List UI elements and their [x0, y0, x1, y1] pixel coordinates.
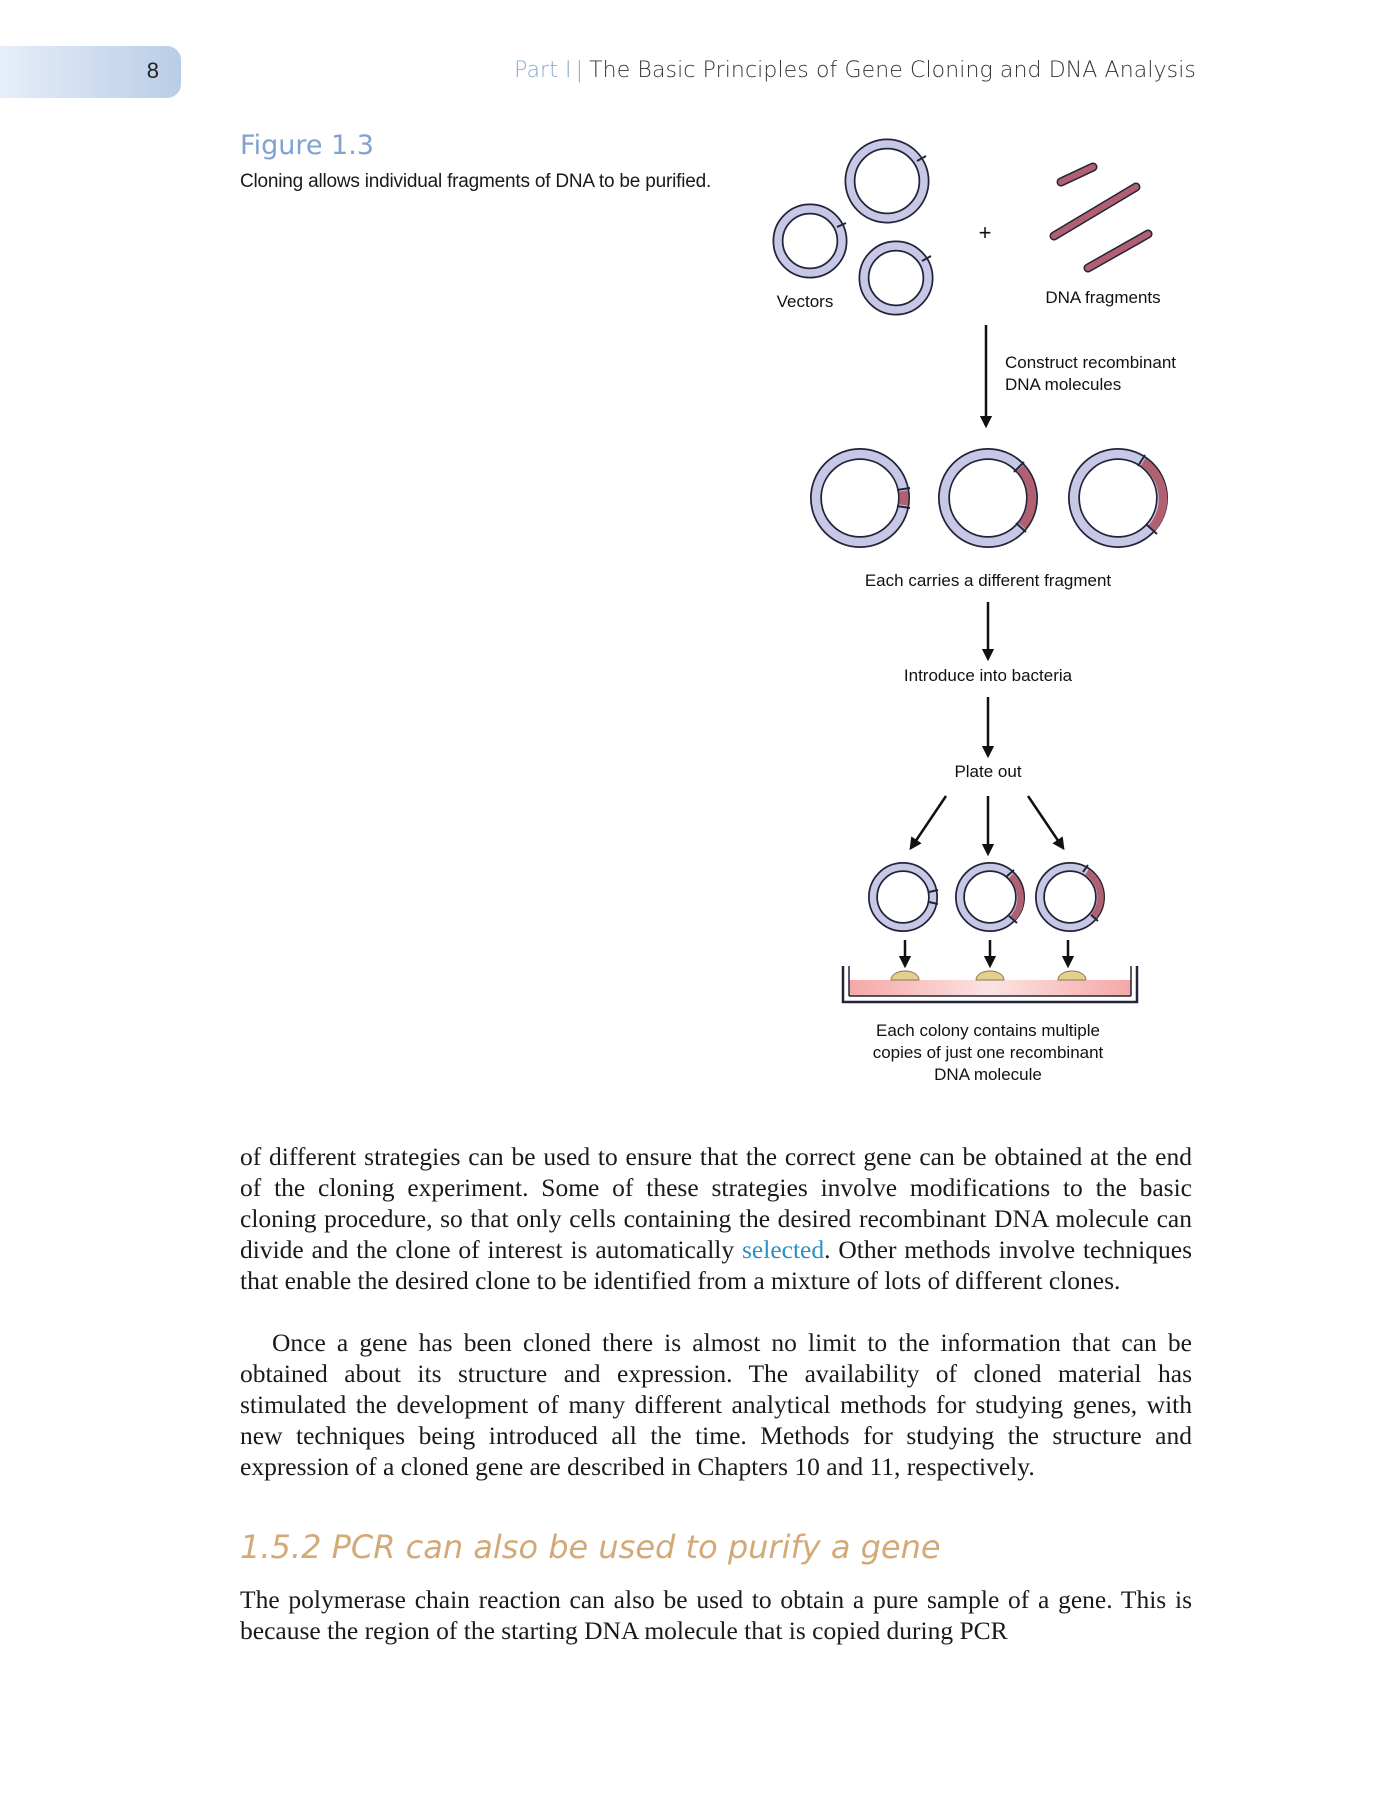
vector-circle: [778, 209, 846, 273]
section-heading: 1.5.2 PCR can also be used to purify a gene: [240, 1528, 941, 1566]
bacterial-colony: [976, 971, 1004, 980]
dna-fragments-label: DNA fragments: [1045, 288, 1161, 307]
paragraph-text: The polymerase chain reaction can also be used to obtain a pure sample of a gene. This is because the region of the starting DNA molecule that is copied during PCR: [240, 1585, 1192, 1645]
glossary-link-selected[interactable]: selected: [742, 1235, 825, 1264]
bacterial-colony: [891, 971, 919, 980]
introduce-label: Introduce into bacteria: [903, 666, 1073, 685]
part-label: Part I: [514, 58, 572, 83]
separator: |: [575, 58, 584, 83]
colony-label-line3: DNA molecule: [934, 1065, 1042, 1084]
figure-title: Figure 1.3: [240, 130, 374, 161]
vector-circle: [864, 246, 931, 310]
each-carries-label: Each carries a different fragment: [864, 571, 1112, 590]
plus-sign: +: [978, 220, 992, 245]
construct-label-line2: DNA molecules: [1005, 375, 1122, 394]
dna-fragment: [1054, 187, 1136, 236]
dna-fragment: [1061, 167, 1093, 182]
paragraph-text: of different strategies can be used to ensure that the correct gene can be obtained at the end of the cloning experiment. Some of these strategies involve modifications to the basic cloning procedure, so that only cells containing the desired recombinant DNA molecule can divide and the clone of interest is automatically: [240, 1142, 1192, 1264]
recombinant-molecule: [1074, 454, 1163, 542]
bacterium-plasmid: [960, 867, 1021, 927]
vector-circle: [850, 144, 926, 218]
figure-caption: Cloning allows individual fragments of DNA to be purified.: [240, 171, 712, 192]
paragraph-text: . Other methods involve techniques that enable the desired clone to be identified from a mixture of lots of different clones.: [240, 1235, 1192, 1295]
arrow-branch-right: [1028, 796, 1061, 845]
body-paragraph: [240, 1327, 1192, 1482]
bacterium-plasmid: [1040, 865, 1101, 927]
paragraph-text: Once a gene has been cloned there is almost no limit to the information that can be obtained about its structure and expression. The availability of cloned material has stimulated the development of many different analytical methods for studying genes, with new techniques being introduced all the time. Methods for studying the structure and expression of a cloned gene are described in Chapters 10 and 11, respectively.: [240, 1328, 1192, 1481]
bacterial-colony: [1058, 971, 1086, 980]
construct-label-line1: Construct recombinant: [1005, 353, 1177, 372]
recombinant-molecule: [816, 454, 910, 542]
recombinant-molecule: [944, 454, 1032, 542]
vectors-label: Vectors: [776, 292, 834, 311]
plate-out-label: Plate out: [954, 762, 1022, 781]
page-number: 8: [146, 58, 159, 83]
body-paragraph: [240, 1584, 1192, 1646]
arrow-branch-left: [913, 796, 946, 845]
body-paragraph: [240, 1141, 1192, 1296]
running-title: The Basic Principles of Gene Cloning and DNA Analysis: [589, 58, 1196, 83]
dna-fragment: [1088, 234, 1148, 268]
bacterium-plasmid: [873, 867, 938, 927]
colony-label-line2: copies of just one recombinant: [872, 1043, 1104, 1062]
colony-label-line1: Each colony contains multiple: [876, 1021, 1100, 1040]
